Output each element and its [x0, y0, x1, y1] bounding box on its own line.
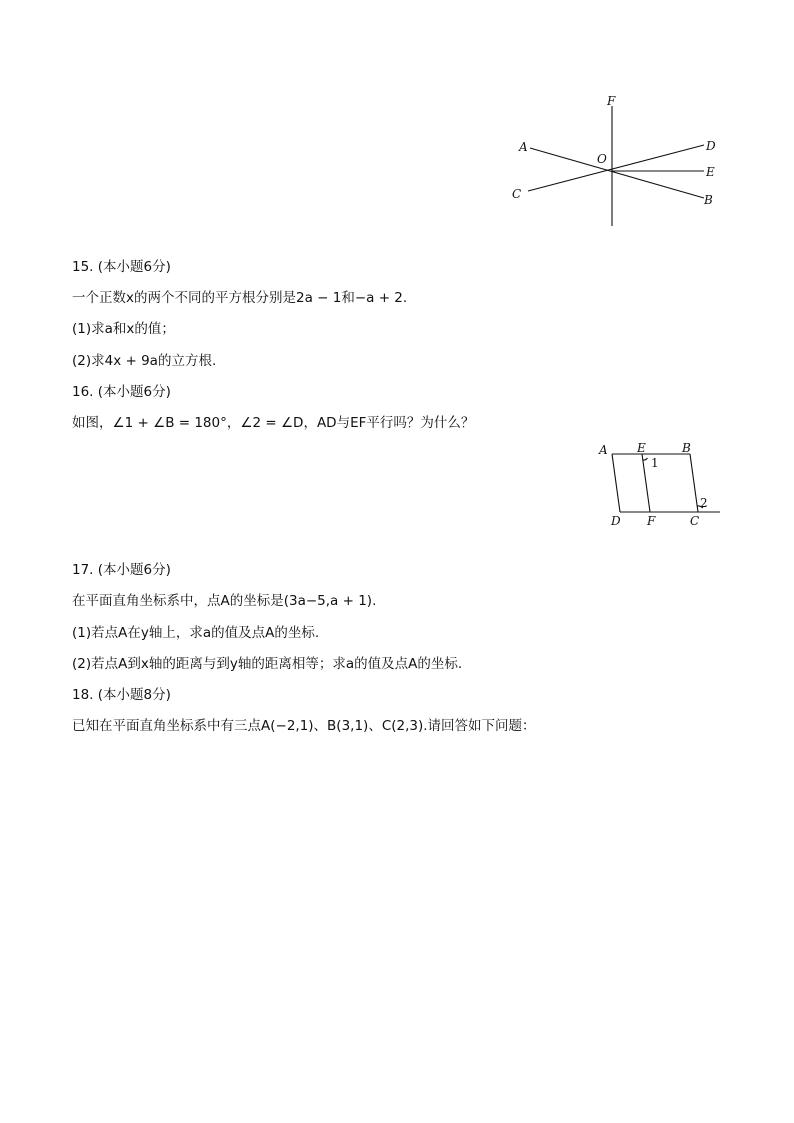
label-angle-1: 1	[651, 456, 659, 470]
label-B: B	[704, 193, 713, 207]
q17-part1: (1)若点A在y轴上，求a的值及点A的坐标.	[72, 625, 320, 641]
q15-statement: 一个正数x的两个不同的平方根分别是2a − 1和−a + 2.	[72, 290, 408, 306]
label-F: F	[647, 514, 656, 528]
label-F: F	[607, 94, 616, 108]
label-D: D	[706, 139, 716, 153]
label-E: E	[637, 441, 646, 455]
label-D: D	[611, 514, 621, 528]
line-CD	[528, 145, 704, 191]
q17-statement: 在平面直角坐标系中，点A的坐标是(3a−5,a + 1).	[72, 593, 377, 609]
q16-statement: 如图，∠1 + ∠B = 180°，∠2 = ∠D，AD与EF平行吗？为什么？	[72, 415, 475, 431]
label-O: O	[597, 152, 607, 166]
label-E: E	[706, 165, 715, 179]
figure-intersecting-lines	[500, 88, 730, 233]
label-angle-2: 2	[700, 496, 708, 510]
figure-parallelogram	[594, 438, 724, 533]
q16-header: 16. (本小题6分)	[72, 384, 171, 400]
label-C: C	[690, 514, 700, 528]
q15-part2: (2)求4x + 9a的立方根.	[72, 353, 217, 369]
label-B: B	[682, 441, 691, 455]
q18-header: 18. (本小题8分)	[72, 687, 171, 703]
q15-header: 15. (本小题6分)	[72, 259, 171, 275]
line-AB	[530, 148, 704, 198]
segment-BC	[690, 454, 698, 512]
label-C: C	[512, 187, 522, 201]
q17-part2: (2)若点A到x轴的距离与到y轴的距离相等；求a的值及点A的坐标.	[72, 656, 463, 672]
q15-part1: (1)求a和x的值；	[72, 321, 175, 337]
label-A: A	[519, 140, 528, 154]
segment-EF	[642, 454, 650, 512]
angle-mark-1	[643, 458, 648, 460]
q17-header: 17. (本小题6分)	[72, 562, 171, 578]
q18-statement: 已知在平面直角坐标系中有三点A(−2,1)、B(3,1)、C(2,3).请回答如下问题：	[72, 718, 536, 734]
label-A: A	[599, 443, 608, 457]
segment-AD	[612, 454, 620, 512]
